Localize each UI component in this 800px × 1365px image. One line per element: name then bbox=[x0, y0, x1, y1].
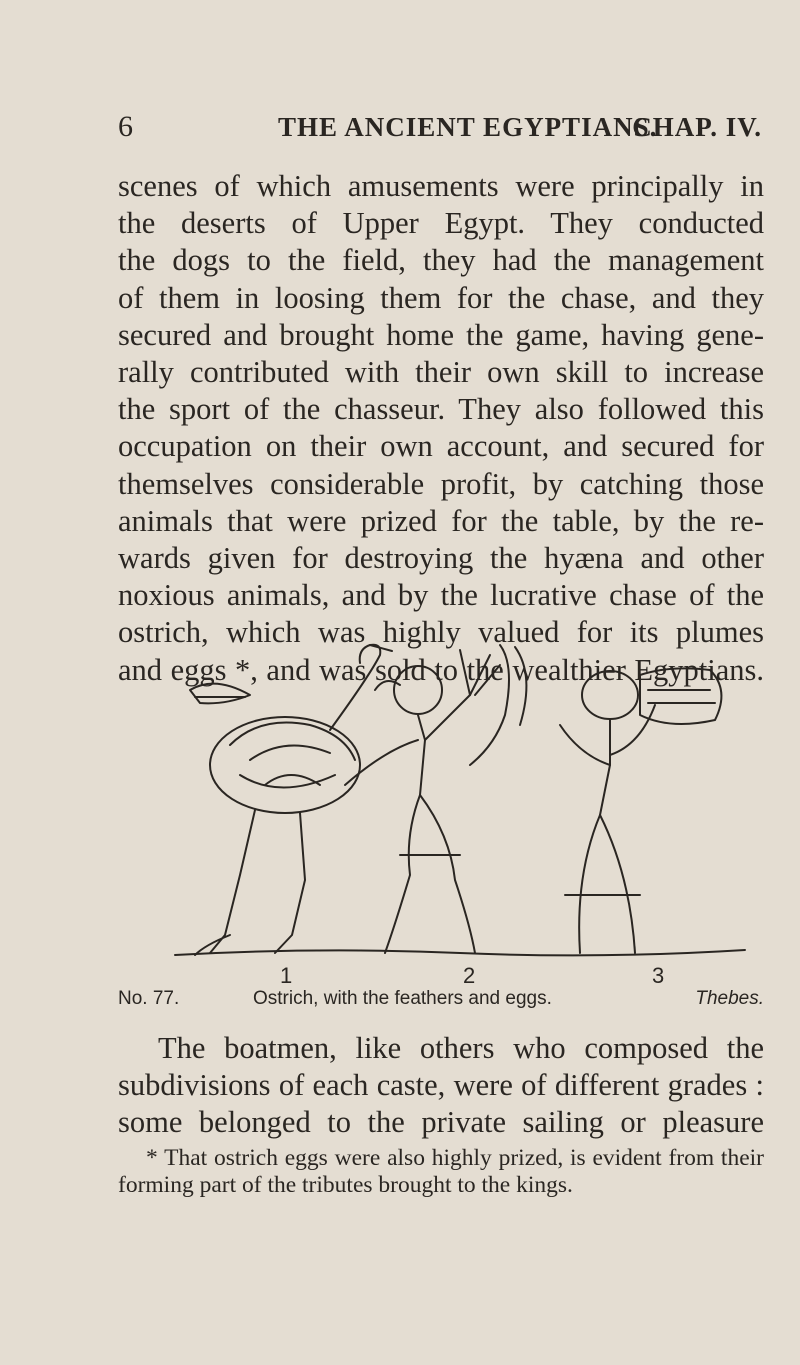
running-header bbox=[118, 110, 762, 150]
text-line: the dogs to the field, they had the management bbox=[118, 243, 764, 278]
text-line: ostrich, which was highly valued for its plumes bbox=[118, 615, 764, 650]
footnote bbox=[118, 1145, 764, 1199]
text-line: animals that were prized for the table, by the re- bbox=[118, 503, 764, 538]
figure-caption bbox=[118, 988, 764, 1018]
caption-place: Thebes. bbox=[695, 988, 764, 1009]
text-line: the deserts of Upper Egypt. They conducted bbox=[118, 206, 764, 241]
man-with-eggs-figure bbox=[560, 668, 721, 953]
ostrich-figure bbox=[190, 645, 392, 955]
text-line: The boatmen, like others who composed the bbox=[158, 1031, 764, 1065]
paragraph-2 bbox=[118, 1030, 764, 1142]
text-line: themselves considerable profit, by catching those bbox=[118, 466, 764, 501]
chapter-label: CHAP. IV. bbox=[632, 112, 762, 142]
figure-label-1: 1 bbox=[280, 963, 293, 988]
figure-label-3: 3 bbox=[652, 963, 665, 988]
footnote-line: * That ostrich eggs were also highly prized, is evident from their bbox=[146, 1145, 764, 1171]
text-line: and eggs *, and was sold to the wealthier Egyptians. bbox=[118, 652, 764, 687]
text-line: wards given for destroying the hyæna and other bbox=[118, 541, 764, 576]
ground-line bbox=[175, 950, 745, 955]
footnote-line: forming part of the tributes brought to the kings. bbox=[118, 1172, 573, 1198]
paragraph-1 bbox=[118, 168, 764, 689]
text-line: the sport of the chasseur. They also followed this bbox=[118, 392, 764, 427]
text-line: subdivisions of each caste, were of different grades : bbox=[118, 1068, 764, 1103]
text-line: rally contributed with their own skill to increase bbox=[118, 355, 764, 390]
text-line: noxious animals, and by the lucrative chase of the bbox=[118, 578, 764, 613]
ostrich-illustration bbox=[170, 635, 750, 970]
text-line: some belonged to the private sailing or pleasure bbox=[118, 1105, 764, 1140]
caption-number: No. 77. bbox=[118, 988, 180, 1009]
man-with-feathers-figure bbox=[345, 645, 526, 953]
figure-label-2: 2 bbox=[463, 963, 476, 988]
caption-text: Ostrich, with the feathers and eggs. bbox=[253, 988, 552, 1009]
page-number: 6 bbox=[118, 110, 134, 143]
text-line: scenes of which amusements were principally in bbox=[118, 169, 764, 203]
text-line: of them in loosing them for the chase, and they bbox=[118, 280, 764, 315]
text-line: secured and brought home the game, having gene- bbox=[118, 317, 764, 352]
text-line: occupation on their own account, and secured for bbox=[118, 429, 764, 464]
running-title: THE ANCIENT EGYPTIANS. bbox=[278, 112, 658, 142]
